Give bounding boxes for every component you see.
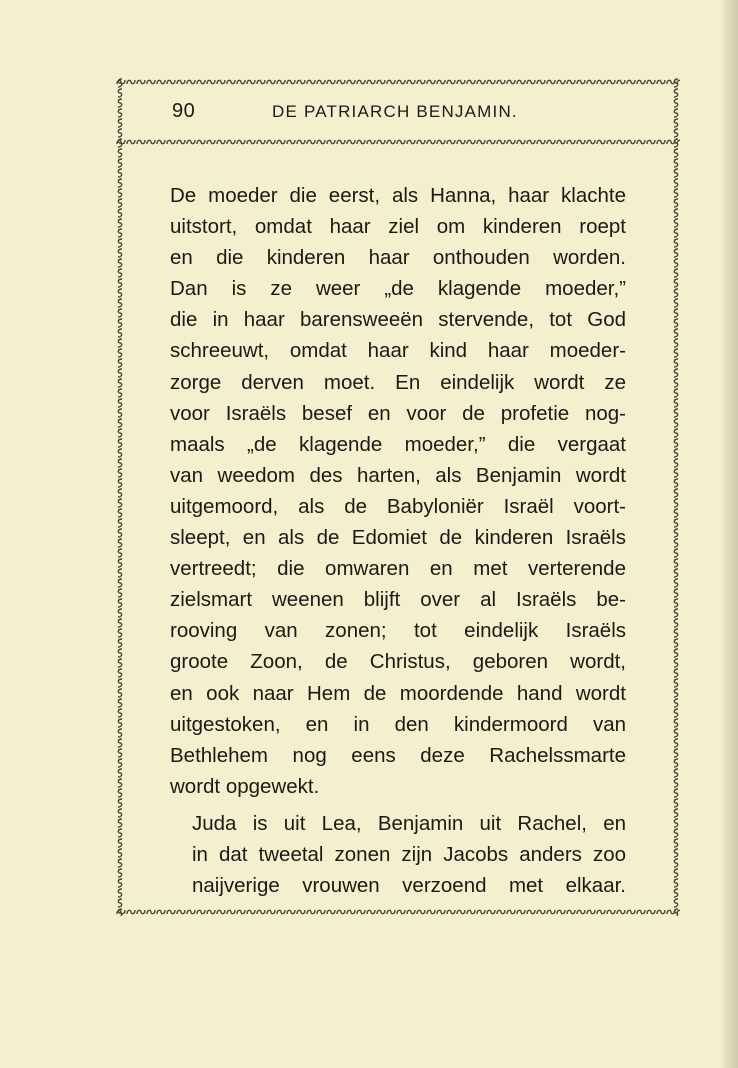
- paragraph-1: [170, 180, 626, 802]
- text-line: schreeuwt, omdat haar kind haar moeder-: [170, 339, 626, 363]
- text-line: voor Israëls besef en voor de profetie nog-: [170, 401, 626, 425]
- running-head: [124, 100, 672, 128]
- text-line: De moeder die eerst, als Hanna, haar klachte: [170, 184, 626, 207]
- text-line: Juda is uit Lea, Benjamin uit Rachel, en: [192, 811, 626, 835]
- text-line: groote Zoon, de Christus, geboren wordt,: [170, 650, 626, 674]
- text-line: die in haar barensweeën stervende, tot God: [170, 308, 626, 332]
- text-line: en die kinderen haar onthouden worden.: [170, 246, 626, 270]
- text-line: vertreedt; die omwaren en met verterende: [170, 557, 626, 581]
- text-line: maals „de klagende moeder,” die vergaat: [170, 432, 626, 456]
- paragraph-2: [170, 808, 626, 901]
- text-line: uitstort, omdat haar ziel om kinderen roept: [170, 215, 626, 239]
- ornament-border-under-header: [116, 138, 680, 146]
- body-text: [170, 180, 626, 901]
- text-line: uitgestoken, en in den kindermoord van: [170, 712, 626, 736]
- text-line: wordt opgewekt.: [170, 774, 320, 798]
- ornament-border-left: [116, 78, 124, 916]
- ornament-border-right: [672, 78, 680, 916]
- ornament-border-top: [116, 78, 680, 86]
- text-line: in dat tweetal zonen zijn Jacobs anders zoo: [192, 842, 626, 866]
- text-line: Dan is ze weer „de klagende moeder,”: [170, 277, 626, 301]
- text-line: van weedom des harten, als Benjamin wordt: [170, 463, 626, 487]
- page-edge-shadow: [720, 0, 738, 1068]
- text-line: zielsmart weenen blijft over al Israëls be-: [170, 588, 626, 612]
- text-line: en ook naar Hem de moordende hand wordt: [170, 681, 626, 705]
- text-line: Bethlehem nog eens deze Rachelssmarte: [170, 743, 626, 767]
- text-line: naijverige vrouwen verzoend met elkaar.: [192, 874, 626, 898]
- page-number: 90: [172, 100, 196, 122]
- text-line: rooving van zonen; tot eindelijk Israëls: [170, 619, 626, 643]
- text-line: uitgemoord, als de Babyloniër Israël voort-: [170, 494, 626, 518]
- text-line: zorge derven moet. En eindelijk wordt ze: [170, 370, 626, 394]
- ornamental-frame: [116, 78, 680, 916]
- ornament-border-bottom: [116, 908, 680, 916]
- running-title: DE PATRIARCH BENJAMIN.: [272, 102, 518, 121]
- text-line: sleept, en als de Edomiet de kinderen Israëls: [170, 526, 626, 550]
